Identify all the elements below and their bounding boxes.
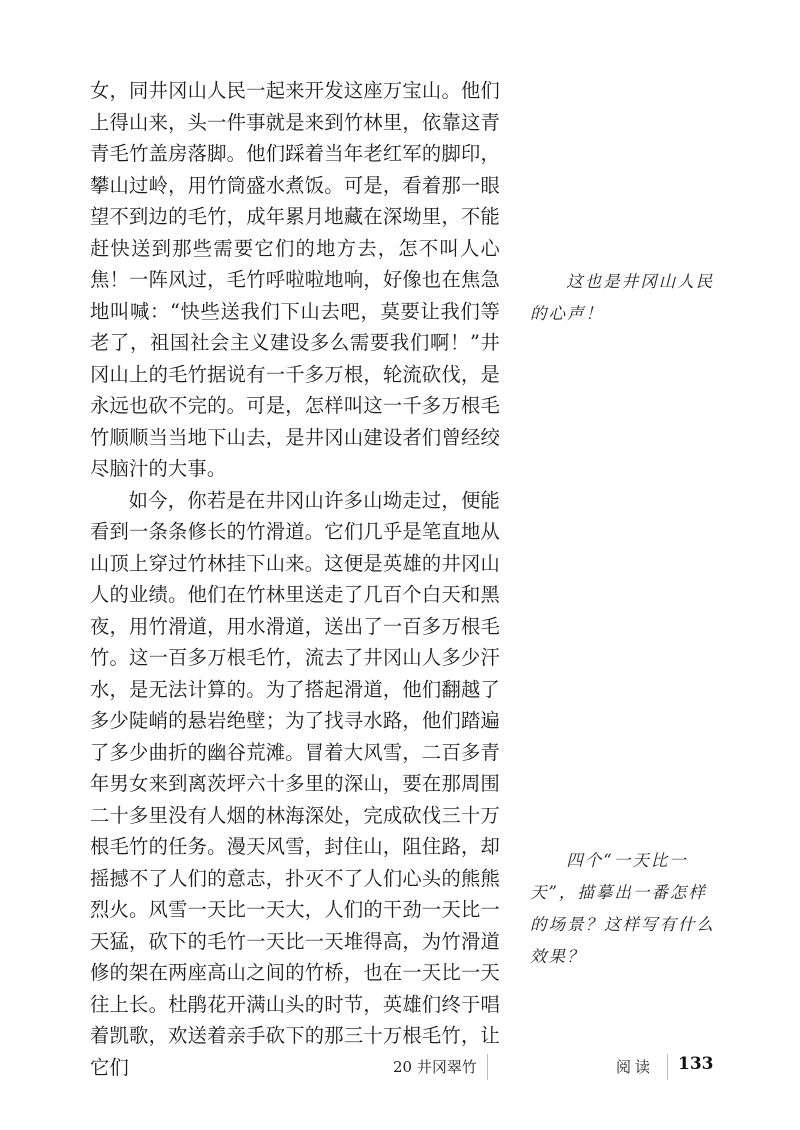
footer-chapter-title: 20 井冈翠竹 [393,1058,477,1076]
footer-divider [667,1054,668,1080]
margin-annotation-2 [530,845,720,973]
page-footer [0,1048,800,1088]
paragraph-2: 如今，你若是在井冈山许多山坳走过，便能看到一条条修长的竹滑道。它们几乎是笔直地从山顶上穿过竹林挂下山来。这便是英雄的井冈山人的业绩。他们在竹林里送走了几百个白天和黑夜，用竹滑道，用水滑道，送出了一百多万根毛竹。这一百多万根毛竹，流去了井冈山人多少汗水，是无法计算的。为了搭起滑道，他们翻越了多少陡峭的悬岩绝壁；为了找寻水路，他们踏遍了多少曲折的幽谷荒滩。冒着大风雪，二百多青年男女来到离茨坪六十多里的深山，要在那周围二十多里没有人烟的林海深处，完成砍伐三十万根毛竹的任务。漫天风雪，封住山，阻住路，却摇撼不了人们的意志，扑灭不了人们心头的熊熊烈火。风雪一天比一天大，人们的干劲一天比一天猛，砍下的毛竹一天比一天堆得高，为竹滑道修的架在两座高山之间的竹桥，也在一天比一天往上长。杜鹃花开满山头的时节，英雄们终于唱着凯歌，欢送着亲手砍下的那三十万根毛竹，让它们 [90,488,500,1079]
paragraph-1: 女，同井冈山人民一起来开发这座万宝山。他们上得山来，头一件事就是来到竹林里，依靠这青青毛竹盖房落脚。他们踩着当年老红军的脚印，攀山过岭，用竹筒盛水煮饭。可是，看着那一眼望不到边的毛竹，成年累月地藏在深坳里，不能赶快送到那些需要它们的地方去，怎不叫人心焦！一阵风过，毛竹呼啦啦地响，好像也在焦急地叫喊：“快些送我们下山去吧，莫要让我们等老了，祖国社会主义建设多么需要我们啊！”井冈山上的毛竹据说有一千多万根，轮流砍伐，是永远也砍不完的。可是，怎样叫这一千多万根毛竹顺顺当当地下山去，是井冈山建设者们曾经绞尽脑汁的大事。 [90,79,500,480]
annotation-text-1: 这也是井冈山人民的心声！ [530,272,715,323]
footer-section-label: 阅读 [616,1058,655,1076]
page-number: 133 [678,1054,714,1074]
margin-annotation-1 [530,266,720,330]
annotation-text-2: 四个“一天比一天”，描摹出一番怎样的场景？这样写有什么效果？ [530,851,715,966]
footer-divider [487,1054,488,1080]
main-text-column [90,75,500,1083]
